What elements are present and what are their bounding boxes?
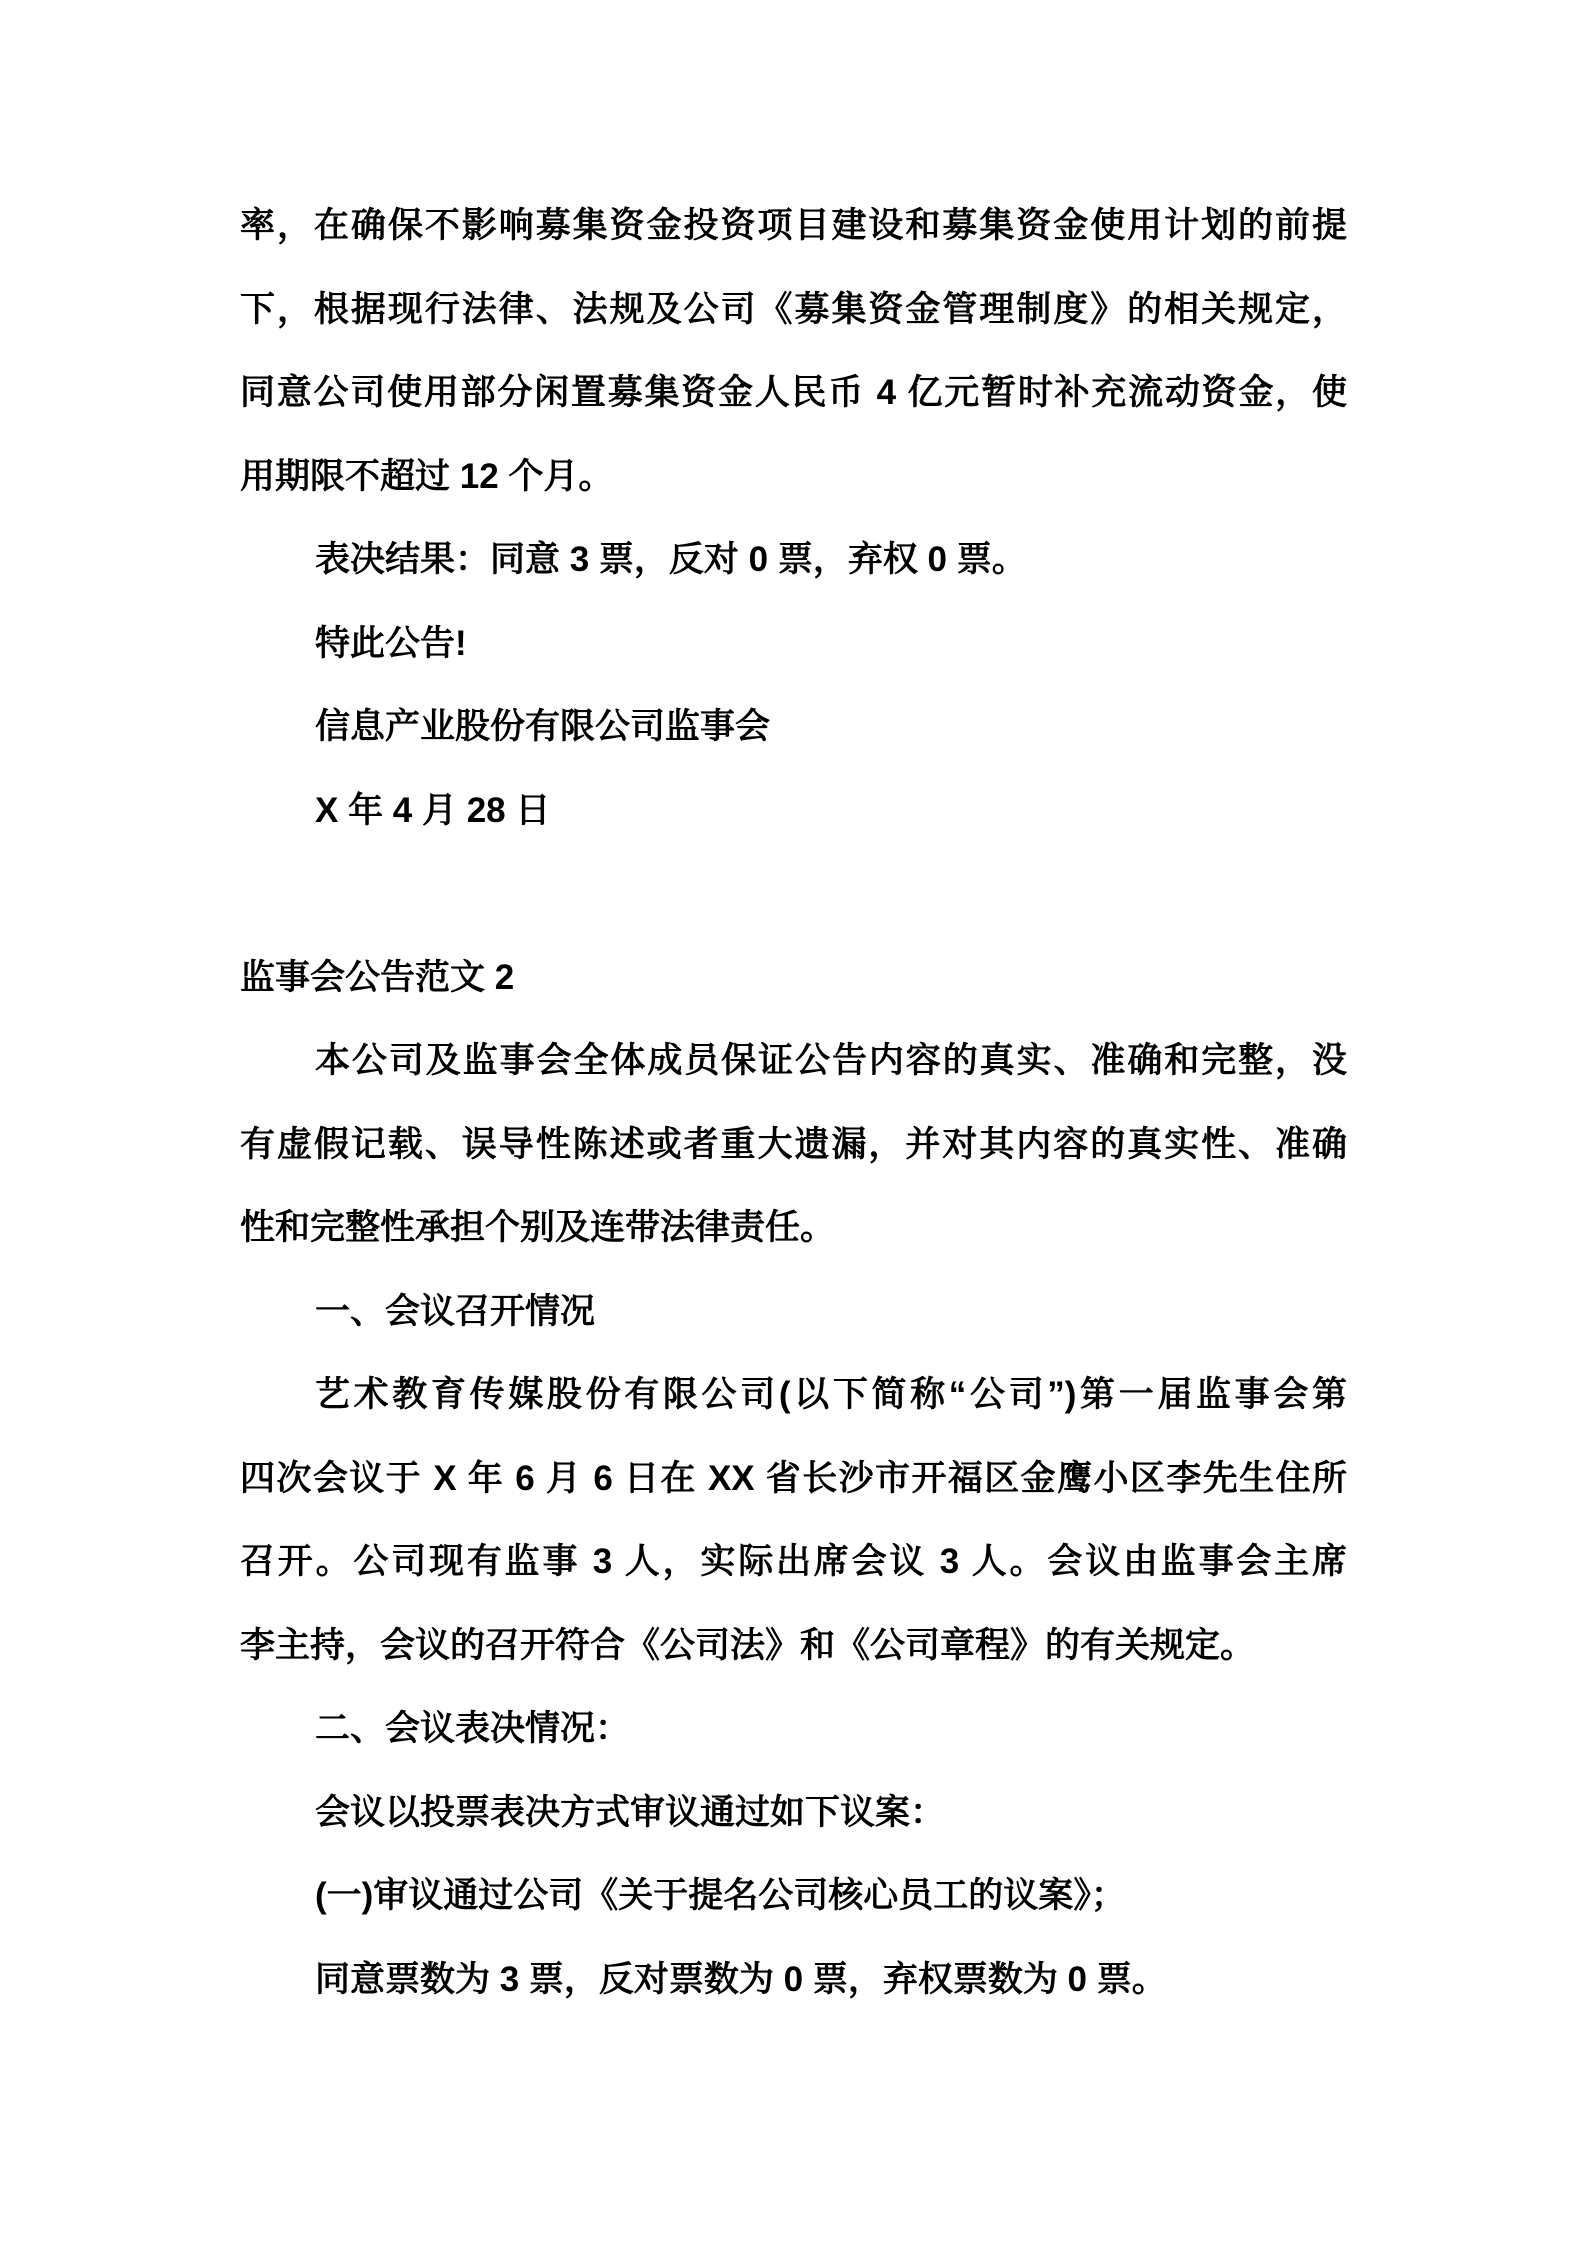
- document-text-block: [240, 184, 1347, 2021]
- text-line: 用期限不超过 12 个月。: [240, 456, 614, 496]
- text-line: 监事会公告范文 2: [240, 957, 515, 997]
- text-line: (一)审议通过公司《关于提名公司核心员工的议案》；: [315, 1876, 1126, 1915]
- blank-line: [240, 852, 1347, 936]
- text-line: 率，在确保不影响募集资金投资项目建设和募集资金使用计划的前提: [240, 206, 1347, 245]
- text-line: 李主持，会议的召开符合《公司法》和《公司章程》的有关规定。: [240, 1625, 1256, 1665]
- text-line: 表决结果：同意 3 票，反对 0 票，弃权 0 票。: [315, 540, 1027, 579]
- text-line: X 年 4 月 28 日: [315, 790, 551, 830]
- text-line: 本公司及监事会全体成员保证公告内容的真实、准确和完整，没: [315, 1041, 1347, 1080]
- text-line: 一、会议召开情况: [315, 1291, 596, 1331]
- text-line: 四次会议于 X 年 6 月 6 日在 XX 省长沙市开福区金鹰小区李先生住所: [240, 1458, 1347, 1498]
- text-line: 会议以投票表决方式审议通过如下议案：: [315, 1792, 946, 1832]
- text-line: 特此公告!: [315, 623, 467, 663]
- text-line: 召开。公司现有监事 3 人，实际出席会议 3 人。会议由监事会主席: [240, 1542, 1347, 1581]
- text-line: 艺术教育传媒股份有限公司(以下简称“公司”)第一届监事会第: [315, 1375, 1347, 1414]
- text-line: 同意公司使用部分闲置募集资金人民币 4 亿元暂时补充流动资金，使: [240, 373, 1347, 412]
- text-line: 下，根据现行法律、法规及公司《募集资金管理制度》的相关规定，: [240, 289, 1347, 329]
- text-line: 信息产业股份有限公司监事会: [315, 707, 771, 746]
- text-line: 性和完整性承担个别及连带法律责任。: [240, 1208, 836, 1247]
- text-line: 同意票数为 3 票，反对票数为 0 票，弃权票数为 0 票。: [315, 1959, 1167, 1999]
- text-line: 有虚假记载、误导性陈述或者重大遗漏，并对其内容的真实性、准确: [240, 1124, 1347, 1164]
- text-line: 二、会议表决情况：: [315, 1709, 631, 1748]
